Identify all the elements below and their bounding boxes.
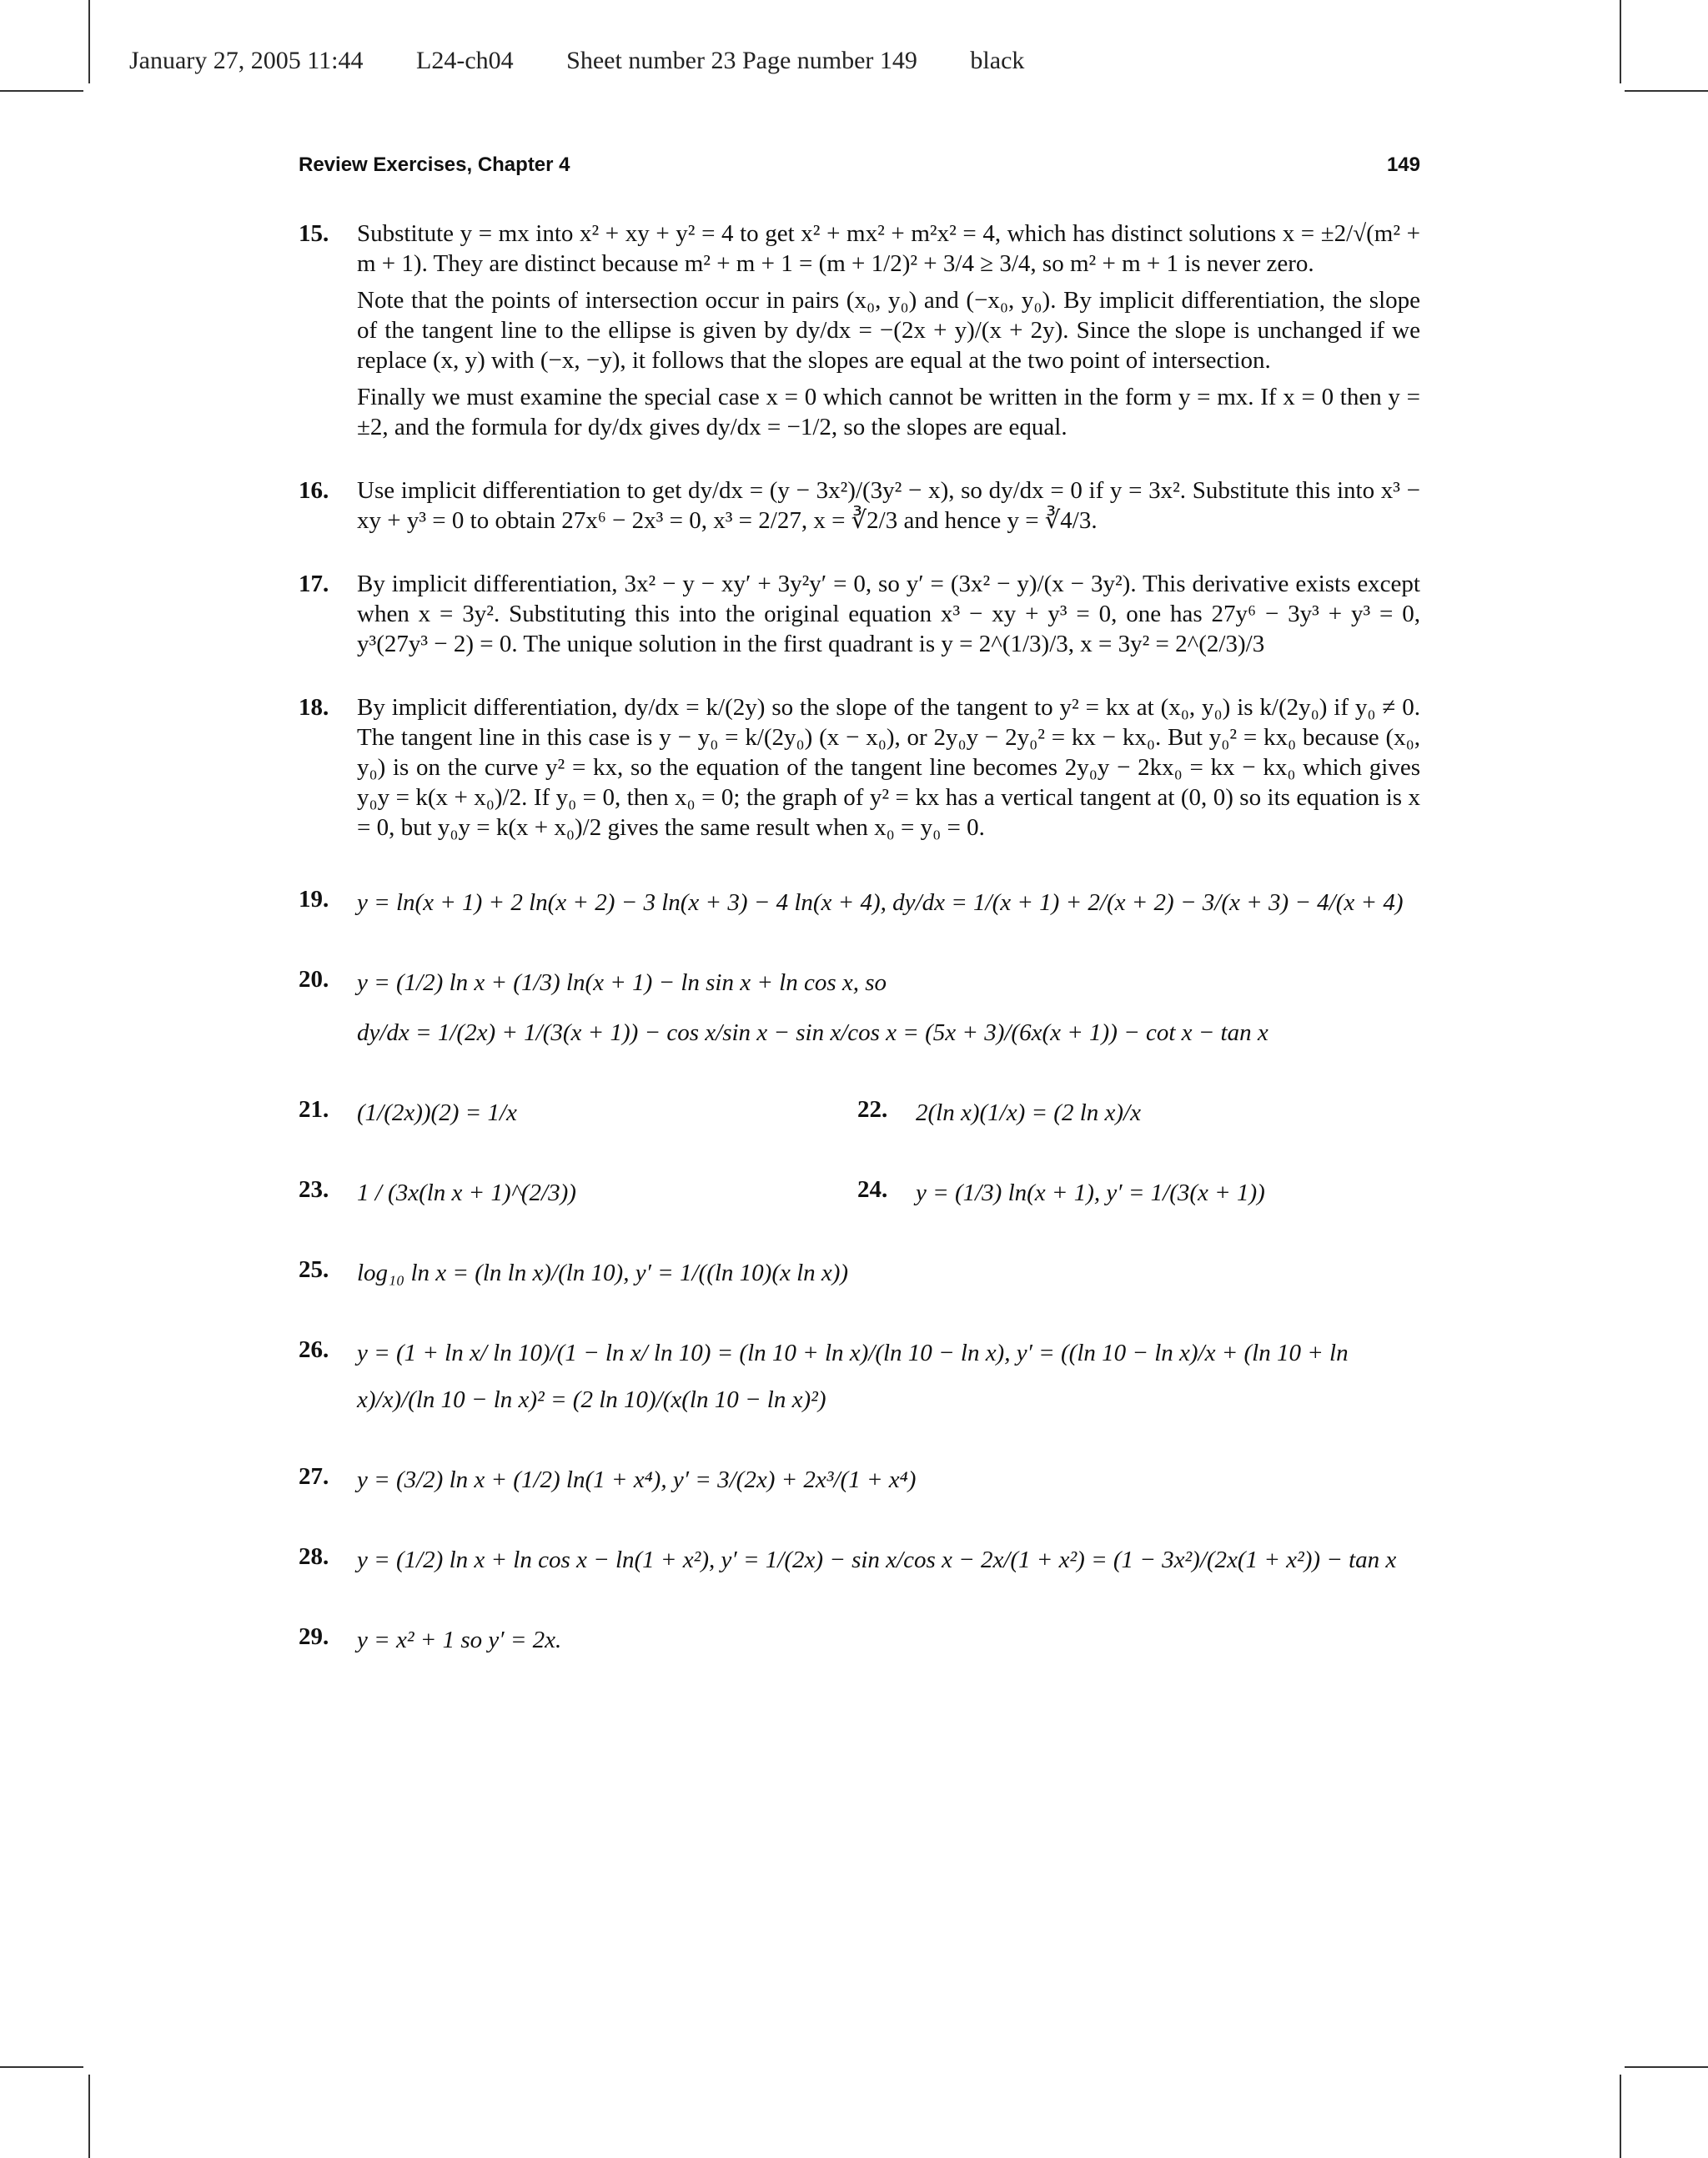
crop-mark-top-left-h xyxy=(0,90,83,92)
exercise-formula: 2(ln x)(1/x) = (2 ln x)/x xyxy=(916,1099,1141,1126)
exercise-22 xyxy=(857,1086,1416,1139)
header-date: January 27, 2005 11:44 xyxy=(129,47,364,74)
crop-mark-top-left-v xyxy=(88,0,90,83)
exercise-26 xyxy=(299,1326,1420,1426)
exercise-number: 23. xyxy=(299,1176,329,1203)
exercise-24 xyxy=(857,1166,1416,1220)
exercise-23 xyxy=(299,1166,857,1220)
exercise-formula: y = x² + 1 so y′ = 2x. xyxy=(357,1627,562,1653)
crop-mark-bottom-right-v xyxy=(1620,2075,1621,2158)
exercise-formula: y = (1/3) ln(x + 1), y′ = 1/(3(x + 1)) xyxy=(916,1180,1265,1206)
running-head xyxy=(299,153,1420,177)
exercise-row-23-24 xyxy=(299,1166,1420,1220)
exercise-text: Note that the points of intersection occur in pairs (x₀, y₀) and (−x₀, y₀). By implicit differentiation, the slope of the tangent line to the ellipse is given by dy/dx = −(2x + y)/(x + 2y). Since the slope is unchanged if we replace (x, y) with (−x, −y), it follows that the slopes are equal at the two point of intersection. xyxy=(357,287,1420,374)
exercise-16 xyxy=(299,475,1420,542)
exercise-number: 28. xyxy=(299,1543,329,1570)
exercise-20 xyxy=(299,956,1420,1059)
crop-mark-bottom-left-v xyxy=(88,2075,90,2158)
crop-mark-top-right-h xyxy=(1625,90,1708,92)
exercise-17 xyxy=(299,569,1420,666)
exercise-25 xyxy=(299,1246,1420,1300)
exercise-number: 19. xyxy=(299,886,329,913)
exercise-number: 24. xyxy=(857,1176,888,1203)
exercise-text: By implicit differentiation, 3x² − y − xy′ + 3y²y′ = 0, so y′ = (3x² − y)/(x − 3y²). This derivative exists except when x = 3y². Substituting this into the original equation x³ − xy + y³ = 0, one has 27y⁶ − 3y³ + y³ = 0, y³(27y³ − 2) = 0. The unique solution in the first quadrant is y = 2^(1/3)/3, x = 3y² = 2^(2/3)/3 xyxy=(357,571,1420,657)
exercise-number: 22. xyxy=(857,1096,888,1123)
exercise-28 xyxy=(299,1533,1420,1587)
exercise-formula: log₁₀ ln x = (ln ln x)/(ln 10), y′ = 1/((ln 10)(x ln x)) xyxy=(357,1260,849,1286)
exercise-text: Substitute y = mx into x² + xy + y² = 4 to get x² + mx² + m²x² = 4, which has distinct solutions x = ±2/√(m² + m + 1). They are distinct because m² + m + 1 = (m + 1/2)² + 3/4 ≥ 3/4, so m² + m + 1 is never zero. xyxy=(357,220,1420,277)
exercise-text: Use implicit differentiation to get dy/dx = (y − 3x²)/(3y² − x), so dy/dx = 0 if y = 3x². Substitute this into x³ − xy + y³ = 0 to obtain 27x⁶ − 2x³ = 0, x³ = 2/27, x = ∛2/3 and hence y = ∛4/3. xyxy=(357,477,1420,534)
crop-mark-bottom-right-h xyxy=(1625,2066,1708,2068)
exercise-formula: dy/dx = 1/(2x) + 1/(3(x + 1)) − cos x/sin x − sin x/cos x = (5x + 3)/(6x(x + 1)) − cot x − tan x xyxy=(357,1019,1268,1046)
exercise-29 xyxy=(299,1613,1420,1667)
exercise-text: Finally we must examine the special case x = 0 which cannot be written in the form y = mx. If x = 0 then y = ±2, and the formula for dy/dx gives dy/dx = −1/2, so the slopes are equal. xyxy=(357,384,1420,440)
print-header xyxy=(129,47,1071,75)
exercise-list xyxy=(299,219,1420,1693)
exercise-number: 15. xyxy=(299,220,329,247)
exercise-text: By implicit differentiation, dy/dx = k/(2y) so the slope of the tangent to y² = kx at (x₀, y₀) is k/(2y₀) if y₀ ≠ 0. The tangent line in this case is y − y₀ = k/(2y₀) (x − x₀), or 2y₀y − 2y₀² = kx − kx₀. But y₀² = kx₀ because (x₀, y₀) is on the curve y² = kx, so the equation of the tangent line becomes 2y₀y − 2kx₀ = kx − kx₀ which gives y₀y = k(x + x₀)/2. If y₀ = 0, then x₀ = 0; the graph of y² = kx has a vertical tangent at (0, 0) so its equation is x = 0, but y₀y = k(x + x₀)/2 gives the same result when x₀ = y₀ = 0. xyxy=(357,694,1420,841)
exercise-formula: y = ln(x + 1) + 2 ln(x + 2) − 3 ln(x + 3) − 4 ln(x + 4), dy/dx = 1/(x + 1) + 2/(x + 2) − 3/(x + 3) − 4/(x + 4) xyxy=(357,889,1404,916)
exercise-number: 21. xyxy=(299,1096,329,1123)
exercise-formula: y = (1 + ln x/ ln 10)/(1 − ln x/ ln 10) = (ln 10 + ln x)/(ln 10 − ln x), y′ = ((ln 10 − ln x)/x + (ln 10 + ln x)/x)/(ln 10 − ln x)² = (2 ln 10)/(x(ln 10 − ln x)²) xyxy=(357,1340,1349,1413)
exercise-15 xyxy=(299,219,1420,449)
exercise-formula: y = (1/2) ln x + ln cos x − ln(1 + x²), y′ = 1/(2x) − sin x/cos x − 2x/(1 + x²) = (1 − 3x²)/(2x(1 + x²)) − tan x xyxy=(357,1547,1397,1573)
crop-mark-bottom-left-h xyxy=(0,2066,83,2068)
exercise-number: 25. xyxy=(299,1256,329,1283)
exercise-number: 27. xyxy=(299,1463,329,1490)
exercise-formula: y = (1/2) ln x + (1/3) ln(x + 1) − ln sin x + ln cos x, so xyxy=(357,969,887,996)
exercise-number: 29. xyxy=(299,1623,329,1650)
exercise-number: 16. xyxy=(299,477,329,504)
running-head-title: Review Exercises, Chapter 4 xyxy=(299,153,570,176)
crop-mark-top-right-v xyxy=(1620,0,1621,83)
header-file: L24-ch04 xyxy=(416,47,514,74)
header-color: black xyxy=(970,47,1025,74)
exercise-number: 17. xyxy=(299,571,329,597)
page-number: 149 xyxy=(1386,153,1420,176)
exercise-18 xyxy=(299,692,1420,849)
exercise-number: 26. xyxy=(299,1336,329,1363)
exercise-number: 20. xyxy=(299,966,329,993)
exercise-21 xyxy=(299,1086,857,1139)
exercise-27 xyxy=(299,1453,1420,1507)
exercise-number: 18. xyxy=(299,694,329,721)
exercise-row-21-22 xyxy=(299,1086,1420,1139)
exercise-formula: (1/(2x))(2) = 1/x xyxy=(357,1099,517,1126)
exercise-19 xyxy=(299,876,1420,929)
exercise-formula: 1 / (3x(ln x + 1)^(2/3)) xyxy=(357,1180,576,1206)
header-sheet: Sheet number 23 Page number 149 xyxy=(566,47,917,74)
exercise-formula: y = (3/2) ln x + (1/2) ln(1 + x⁴), y′ = 3/(2x) + 2x³/(1 + x⁴) xyxy=(357,1466,917,1493)
